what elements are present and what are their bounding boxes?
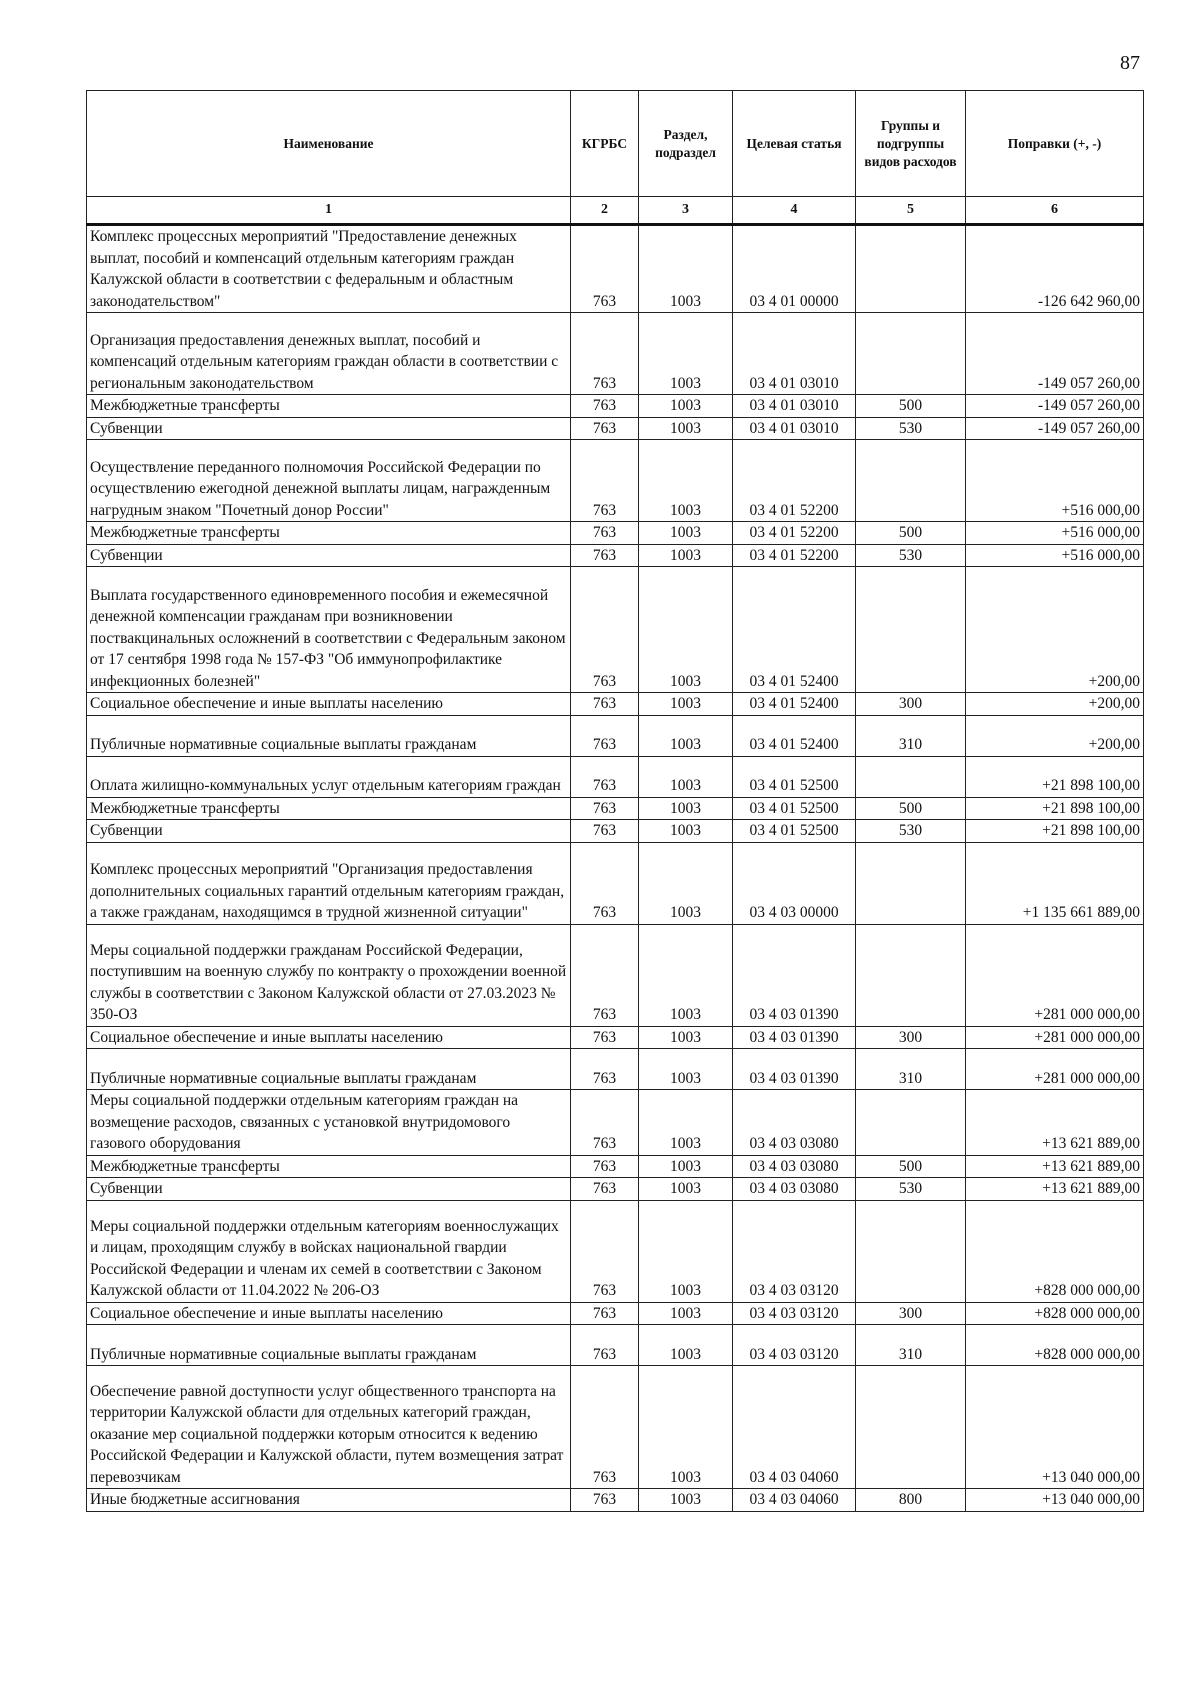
row-amount: +21 898 100,00 [966, 756, 1144, 797]
row-kgrbs: 763 [571, 1325, 639, 1366]
table-row [87, 440, 1144, 522]
row-group: 310 [856, 715, 966, 756]
row-section: 1003 [639, 1489, 733, 1512]
table-row [87, 522, 1144, 545]
row-kgrbs: 763 [571, 797, 639, 820]
row-kgrbs: 763 [571, 842, 639, 924]
row-name: Субвенции [87, 820, 571, 843]
row-kgrbs: 763 [571, 313, 639, 395]
row-section: 1003 [639, 1302, 733, 1325]
row-group: 310 [856, 1325, 966, 1366]
row-name: Межбюджетные трансферты [87, 797, 571, 820]
table-row [87, 1155, 1144, 1178]
row-target: 03 4 03 03080 [733, 1178, 856, 1201]
row-name: Публичные нормативные социальные выплаты гражданам [87, 1049, 571, 1090]
row-target: 03 4 03 01390 [733, 924, 856, 1026]
row-kgrbs: 763 [571, 522, 639, 545]
row-target: 03 4 03 03080 [733, 1155, 856, 1178]
row-target: 03 4 01 52400 [733, 567, 856, 693]
row-section: 1003 [639, 797, 733, 820]
table-row [87, 842, 1144, 924]
row-amount: -126 642 960,00 [966, 225, 1144, 313]
row-name: Выплата государственного единовременного пособия и ежемесячной денежной компенсации гражданам при возникновении поствакцинальных осложнений в соответствии с Федеральным законом от 17 сентября 1998 года № 157-ФЗ "Об иммунопрофилактике инфекционных болезней" [87, 567, 571, 693]
row-amount: +13 040 000,00 [966, 1366, 1144, 1489]
row-group [856, 756, 966, 797]
row-section: 1003 [639, 225, 733, 313]
row-name: Социальное обеспечение и иные выплаты населению [87, 693, 571, 716]
row-group [856, 567, 966, 693]
table-row [87, 1489, 1144, 1512]
header-groups: Группы и подгруппы видов расходов [856, 91, 966, 197]
row-name: Субвенции [87, 544, 571, 567]
row-target: 03 4 03 03080 [733, 1090, 856, 1156]
row-name: Межбюджетные трансферты [87, 522, 571, 545]
table-body [87, 225, 1144, 1512]
row-target: 03 4 03 03120 [733, 1302, 856, 1325]
row-target: 03 4 01 03010 [733, 313, 856, 395]
row-group: 500 [856, 395, 966, 418]
row-name: Организация предоставления денежных выплат, пособий и компенсаций отдельным категориям граждан области в соответствии с региональным законодательством [87, 313, 571, 395]
row-kgrbs: 763 [571, 1489, 639, 1512]
table-row [87, 544, 1144, 567]
row-target: 03 4 03 03120 [733, 1325, 856, 1366]
row-section: 1003 [639, 417, 733, 440]
row-amount: +516 000,00 [966, 522, 1144, 545]
row-target: 03 4 01 03010 [733, 417, 856, 440]
row-group [856, 1366, 966, 1489]
table-row [87, 1302, 1144, 1325]
row-section: 1003 [639, 842, 733, 924]
row-section: 1003 [639, 522, 733, 545]
table-row [87, 1366, 1144, 1489]
row-kgrbs: 763 [571, 1090, 639, 1156]
row-kgrbs: 763 [571, 395, 639, 418]
row-kgrbs: 763 [571, 1366, 639, 1489]
row-kgrbs: 763 [571, 715, 639, 756]
row-target: 03 4 01 52200 [733, 440, 856, 522]
row-kgrbs: 763 [571, 820, 639, 843]
table-row [87, 1200, 1144, 1302]
header-amount: Поправки (+, -) [966, 91, 1144, 197]
table-row [87, 567, 1144, 693]
row-group: 500 [856, 1155, 966, 1178]
row-kgrbs: 763 [571, 924, 639, 1026]
row-kgrbs: 763 [571, 1049, 639, 1090]
row-amount: +21 898 100,00 [966, 820, 1144, 843]
row-kgrbs: 763 [571, 693, 639, 716]
row-name: Иные бюджетные ассигнования [87, 1489, 571, 1512]
row-group: 530 [856, 1178, 966, 1201]
row-kgrbs: 763 [571, 417, 639, 440]
row-amount: -149 057 260,00 [966, 313, 1144, 395]
row-name: Субвенции [87, 1178, 571, 1201]
row-group [856, 842, 966, 924]
row-target: 03 4 01 52500 [733, 820, 856, 843]
row-section: 1003 [639, 820, 733, 843]
row-amount: +13 621 889,00 [966, 1155, 1144, 1178]
table-row [87, 1049, 1144, 1090]
row-section: 1003 [639, 440, 733, 522]
column-number: 5 [856, 197, 966, 225]
row-group: 300 [856, 1302, 966, 1325]
row-kgrbs: 763 [571, 1155, 639, 1178]
row-group [856, 924, 966, 1026]
row-amount: +281 000 000,00 [966, 924, 1144, 1026]
row-amount: +1 135 661 889,00 [966, 842, 1144, 924]
column-number: 3 [639, 197, 733, 225]
row-name: Социальное обеспечение и иные выплаты населению [87, 1302, 571, 1325]
row-target: 03 4 03 00000 [733, 842, 856, 924]
header-name: Наименование [87, 91, 571, 197]
row-target: 03 4 03 03120 [733, 1200, 856, 1302]
row-name: Обеспечение равной доступности услуг общественного транспорта на территории Калужской области для отдельных категорий граждан, оказание мер социальной поддержки которым относится к ведению Российской Федерации и Калужской области, путем возмещения затрат перевозчикам [87, 1366, 571, 1489]
table-row [87, 797, 1144, 820]
row-amount: +13 621 889,00 [966, 1178, 1144, 1201]
row-target: 03 4 03 01390 [733, 1026, 856, 1049]
row-name: Меры социальной поддержки отдельным категориям граждан на возмещение расходов, связанных с установкой внутридомового газового оборудования [87, 1090, 571, 1156]
column-number: 6 [966, 197, 1144, 225]
row-name: Меры социальной поддержки гражданам Российской Федерации, поступившим на военную службу по контракту о прохождении военной службы в соответствии с Законом Калужской области от 27.03.2023 № 350-ОЗ [87, 924, 571, 1026]
row-kgrbs: 763 [571, 1026, 639, 1049]
table-row [87, 756, 1144, 797]
row-kgrbs: 763 [571, 756, 639, 797]
row-target: 03 4 01 52500 [733, 756, 856, 797]
row-group: 300 [856, 693, 966, 716]
row-amount: -149 057 260,00 [966, 417, 1144, 440]
row-kgrbs: 763 [571, 1200, 639, 1302]
row-section: 1003 [639, 1200, 733, 1302]
row-target: 03 4 03 04060 [733, 1489, 856, 1512]
row-section: 1003 [639, 1155, 733, 1178]
row-name: Комплекс процессных мероприятий "Предоставление денежных выплат, пособий и компенсаций отдельным категориям граждан Калужской области в соответствии с федеральным и областным законодательством" [87, 225, 571, 313]
row-kgrbs: 763 [571, 1302, 639, 1325]
row-amount: +281 000 000,00 [966, 1026, 1144, 1049]
row-kgrbs: 763 [571, 440, 639, 522]
row-target: 03 4 01 52400 [733, 715, 856, 756]
budget-amendments-table [86, 90, 1144, 1512]
row-target: 03 4 03 01390 [733, 1049, 856, 1090]
row-name: Оплата жилищно-коммунальных услуг отдельным категориям граждан [87, 756, 571, 797]
row-target: 03 4 01 52200 [733, 522, 856, 545]
row-amount: +200,00 [966, 693, 1144, 716]
row-name: Межбюджетные трансферты [87, 1155, 571, 1178]
table-row [87, 225, 1144, 313]
row-amount: +200,00 [966, 715, 1144, 756]
row-group [856, 1200, 966, 1302]
row-section: 1003 [639, 1090, 733, 1156]
row-group [856, 225, 966, 313]
row-group: 530 [856, 820, 966, 843]
row-group [856, 1090, 966, 1156]
row-section: 1003 [639, 693, 733, 716]
row-amount: +200,00 [966, 567, 1144, 693]
header-kgrbs: КГРБС [571, 91, 639, 197]
row-name: Социальное обеспечение и иные выплаты населению [87, 1026, 571, 1049]
table-row [87, 1026, 1144, 1049]
row-amount: +13 040 000,00 [966, 1489, 1144, 1512]
row-section: 1003 [639, 1026, 733, 1049]
row-group: 500 [856, 522, 966, 545]
row-group: 310 [856, 1049, 966, 1090]
table-row [87, 313, 1144, 395]
row-group: 300 [856, 1026, 966, 1049]
row-section: 1003 [639, 1178, 733, 1201]
row-section: 1003 [639, 1049, 733, 1090]
row-target: 03 4 01 00000 [733, 225, 856, 313]
row-amount: +828 000 000,00 [966, 1200, 1144, 1302]
row-amount: +21 898 100,00 [966, 797, 1144, 820]
row-group: 530 [856, 544, 966, 567]
row-name: Меры социальной поддержки отдельным категориям военнослужащих и лицам, проходящим службу в войсках национальной гвардии Российской Федерации и членам их семей в соответствии с Законом Калужской области от 11.04.2022 № 206-ОЗ [87, 1200, 571, 1302]
row-section: 1003 [639, 313, 733, 395]
row-group: 800 [856, 1489, 966, 1512]
row-amount: +828 000 000,00 [966, 1325, 1144, 1366]
row-name: Осуществление переданного полномочия Российской Федерации по осуществлению ежегодной денежной выплаты лицам, награжденным нагрудным знаком "Почетный донор России" [87, 440, 571, 522]
row-amount: +516 000,00 [966, 440, 1144, 522]
table-row [87, 924, 1144, 1026]
table-row [87, 1178, 1144, 1201]
table-row [87, 395, 1144, 418]
row-name: Комплекс процессных мероприятий "Организация предоставления дополнительных социальных гарантий отдельным категориям граждан, а также гражданам, находящимся в трудной жизненной ситуации" [87, 842, 571, 924]
row-amount: +516 000,00 [966, 544, 1144, 567]
row-name: Публичные нормативные социальные выплаты гражданам [87, 1325, 571, 1366]
row-section: 1003 [639, 395, 733, 418]
header-target: Целевая статья [733, 91, 856, 197]
table-row [87, 693, 1144, 716]
row-section: 1003 [639, 756, 733, 797]
row-amount: +13 621 889,00 [966, 1090, 1144, 1156]
row-amount: +828 000 000,00 [966, 1302, 1144, 1325]
page-number: 87 [1120, 52, 1140, 74]
row-group [856, 313, 966, 395]
row-section: 1003 [639, 544, 733, 567]
row-amount: +281 000 000,00 [966, 1049, 1144, 1090]
row-target: 03 4 01 52400 [733, 693, 856, 716]
table-row [87, 1325, 1144, 1366]
row-group [856, 440, 966, 522]
row-name: Публичные нормативные социальные выплаты гражданам [87, 715, 571, 756]
table-row [87, 820, 1144, 843]
table-row [87, 715, 1144, 756]
column-number-row [87, 197, 1144, 225]
row-kgrbs: 763 [571, 567, 639, 693]
column-number: 1 [87, 197, 571, 225]
row-kgrbs: 763 [571, 1178, 639, 1201]
column-number: 2 [571, 197, 639, 225]
row-section: 1003 [639, 1366, 733, 1489]
row-target: 03 4 01 52500 [733, 797, 856, 820]
column-number: 4 [733, 197, 856, 225]
row-kgrbs: 763 [571, 225, 639, 313]
row-group: 530 [856, 417, 966, 440]
table-row [87, 1090, 1144, 1156]
row-name: Межбюджетные трансферты [87, 395, 571, 418]
table-row [87, 417, 1144, 440]
header-section: Раздел, подраздел [639, 91, 733, 197]
row-section: 1003 [639, 924, 733, 1026]
row-target: 03 4 01 03010 [733, 395, 856, 418]
row-name: Субвенции [87, 417, 571, 440]
row-section: 1003 [639, 715, 733, 756]
table-header-row [87, 91, 1144, 197]
row-section: 1003 [639, 567, 733, 693]
row-group: 500 [856, 797, 966, 820]
row-target: 03 4 01 52200 [733, 544, 856, 567]
row-target: 03 4 03 04060 [733, 1366, 856, 1489]
row-section: 1003 [639, 1325, 733, 1366]
row-amount: -149 057 260,00 [966, 395, 1144, 418]
row-kgrbs: 763 [571, 544, 639, 567]
